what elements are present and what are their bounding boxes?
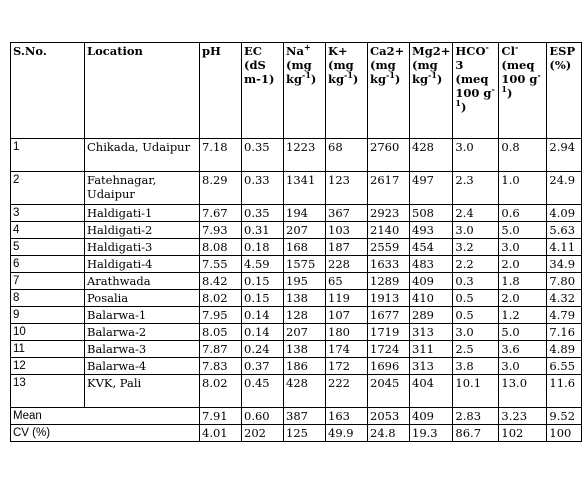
cell-mg: 289 — [410, 307, 453, 324]
cell-cl: 3.6 — [499, 341, 547, 358]
cell-na: 207 — [284, 222, 326, 239]
header-k: K+ (mg $kg^{-1}$) — [326, 43, 368, 139]
cell-ph: 7.93 — [200, 222, 242, 239]
cell-sno: 5 — [11, 239, 85, 256]
cell-ca: 1719 — [368, 324, 410, 341]
cell-ca: 2045 — [368, 375, 410, 408]
summary-ca: 2053 — [368, 408, 410, 425]
cell-esp: 4.11 — [547, 239, 582, 256]
summary-ec: 202 — [242, 425, 284, 442]
summary-mg: 409 — [410, 408, 453, 425]
cell-cl: 5.0 — [499, 324, 547, 341]
table-row — [11, 290, 582, 307]
cell-k: 222 — [326, 375, 368, 408]
cell-sno: 6 — [11, 256, 85, 273]
cell-location: KVK, Pali — [85, 375, 200, 408]
cell-hco: 0.3 — [453, 273, 499, 290]
header-cl: Cl- (meq 100 $g^{-1}$) — [499, 43, 547, 139]
summary-na: 125 — [284, 425, 326, 442]
cell-ec: 0.14 — [242, 307, 284, 324]
header-sno: S.No. — [11, 43, 85, 139]
cell-k: 174 — [326, 341, 368, 358]
table-row — [11, 375, 582, 408]
table-row — [11, 205, 582, 222]
summary-ph: 7.91 — [200, 408, 242, 425]
cell-location: Fatehnagar, Udaipur — [85, 172, 200, 205]
cell-location: Haldigati-1 — [85, 205, 200, 222]
header-ph: pH — [200, 43, 242, 139]
cell-hco: 0.5 — [453, 307, 499, 324]
cell-sno: 9 — [11, 307, 85, 324]
cell-ec: 0.24 — [242, 341, 284, 358]
table-row — [11, 358, 582, 375]
cell-na: 1575 — [284, 256, 326, 273]
cell-mg: 497 — [410, 172, 453, 205]
cell-ph: 7.83 — [200, 358, 242, 375]
cell-na: 194 — [284, 205, 326, 222]
header-location: Location — [85, 43, 200, 139]
cell-ca: 1633 — [368, 256, 410, 273]
cell-cl: 1.8 — [499, 273, 547, 290]
cell-mg: 493 — [410, 222, 453, 239]
cell-k: 103 — [326, 222, 368, 239]
cell-mg: 483 — [410, 256, 453, 273]
cell-ca: 1913 — [368, 290, 410, 307]
cell-cl: 1.2 — [499, 307, 547, 324]
cell-cl: 2.0 — [499, 290, 547, 307]
header-mg: Mg2+ (mg $kg^{-1}$) — [410, 43, 453, 139]
cell-hco: 10.1 — [453, 375, 499, 408]
cell-ca: 1677 — [368, 307, 410, 324]
summary-esp: 100 — [547, 425, 582, 442]
cell-sno: 1 — [11, 139, 85, 172]
cell-hco: 3.0 — [453, 139, 499, 172]
cell-ec: 0.18 — [242, 239, 284, 256]
header-esp: ESP (%) — [547, 43, 582, 139]
header-ec: EC (dS m-1) — [242, 43, 284, 139]
cell-ph: 7.18 — [200, 139, 242, 172]
cell-ec: 0.15 — [242, 273, 284, 290]
cell-cl: 2.0 — [499, 256, 547, 273]
cell-sno: 11 — [11, 341, 85, 358]
cell-esp: 34.9 — [547, 256, 582, 273]
cell-k: 180 — [326, 324, 368, 341]
table-row — [11, 256, 582, 273]
table-row — [11, 273, 582, 290]
cell-ec: 0.45 — [242, 375, 284, 408]
cell-sno: 3 — [11, 205, 85, 222]
cell-ph: 8.05 — [200, 324, 242, 341]
cell-na: 428 — [284, 375, 326, 408]
cell-cl: 5.0 — [499, 222, 547, 239]
cell-esp: 4.09 — [547, 205, 582, 222]
cell-ca: 2923 — [368, 205, 410, 222]
cell-location: Haldigati-2 — [85, 222, 200, 239]
header-row — [11, 43, 582, 139]
cell-ph: 7.67 — [200, 205, 242, 222]
cell-esp: 4.32 — [547, 290, 582, 307]
cell-ph: 8.29 — [200, 172, 242, 205]
cell-cl: 3.0 — [499, 239, 547, 256]
summary-k: 163 — [326, 408, 368, 425]
cell-ca: 2617 — [368, 172, 410, 205]
summary-row — [11, 425, 582, 442]
cell-ec: 0.35 — [242, 205, 284, 222]
summary-esp: 9.52 — [547, 408, 582, 425]
summary-na: 387 — [284, 408, 326, 425]
cell-hco: 2.2 — [453, 256, 499, 273]
header-na: Na+ (mg $kg^{-1}$) — [284, 43, 326, 139]
cell-mg: 311 — [410, 341, 453, 358]
cell-sno: 4 — [11, 222, 85, 239]
cell-mg: 409 — [410, 273, 453, 290]
cell-esp: 11.6 — [547, 375, 582, 408]
cell-ec: 4.59 — [242, 256, 284, 273]
cell-location: Balarwa-3 — [85, 341, 200, 358]
table-row — [11, 341, 582, 358]
cell-esp: 7.16 — [547, 324, 582, 341]
cell-ca: 1724 — [368, 341, 410, 358]
summary-label: Mean — [11, 408, 200, 425]
cell-ca: 2559 — [368, 239, 410, 256]
cell-mg: 410 — [410, 290, 453, 307]
cell-k: 228 — [326, 256, 368, 273]
header-hco3: HCO- 3 (meq 100 $g^{-1}$) — [453, 43, 499, 139]
cell-cl: 0.8 — [499, 139, 547, 172]
cell-ec: 0.33 — [242, 172, 284, 205]
cell-na: 186 — [284, 358, 326, 375]
summary-row — [11, 408, 582, 425]
cell-k: 68 — [326, 139, 368, 172]
cell-ca: 1289 — [368, 273, 410, 290]
cell-sno: 7 — [11, 273, 85, 290]
summary-cl: 102 — [499, 425, 547, 442]
cell-mg: 428 — [410, 139, 453, 172]
cell-cl: 1.0 — [499, 172, 547, 205]
cell-cl: 3.0 — [499, 358, 547, 375]
cell-ec: 0.14 — [242, 324, 284, 341]
header-ca: Ca2+ (mg $kg^{-1}$) — [368, 43, 410, 139]
summary-k: 49.9 — [326, 425, 368, 442]
cell-location: Posalia — [85, 290, 200, 307]
cell-ph: 8.02 — [200, 375, 242, 408]
cell-k: 65 — [326, 273, 368, 290]
cell-location: Haldigati-3 — [85, 239, 200, 256]
cell-esp: 6.55 — [547, 358, 582, 375]
cell-hco: 2.4 — [453, 205, 499, 222]
cell-sno: 8 — [11, 290, 85, 307]
cell-k: 367 — [326, 205, 368, 222]
cell-esp: 7.80 — [547, 273, 582, 290]
table-row — [11, 139, 582, 172]
cell-na: 138 — [284, 290, 326, 307]
cell-hco: 2.5 — [453, 341, 499, 358]
summary-ca: 24.8 — [368, 425, 410, 442]
cell-ph: 8.08 — [200, 239, 242, 256]
cell-ph: 8.42 — [200, 273, 242, 290]
table-row — [11, 172, 582, 205]
cell-mg: 313 — [410, 324, 453, 341]
cell-location: Haldigati-4 — [85, 256, 200, 273]
cell-sno: 2 — [11, 172, 85, 205]
cell-na: 195 — [284, 273, 326, 290]
cell-na: 128 — [284, 307, 326, 324]
cell-ec: 0.31 — [242, 222, 284, 239]
cell-esp: 4.89 — [547, 341, 582, 358]
summary-ec: 0.60 — [242, 408, 284, 425]
summary-ph: 4.01 — [200, 425, 242, 442]
cell-k: 107 — [326, 307, 368, 324]
cell-hco: 3.0 — [453, 222, 499, 239]
summary-mg: 19.3 — [410, 425, 453, 442]
cell-k: 187 — [326, 239, 368, 256]
cell-na: 168 — [284, 239, 326, 256]
cell-sno: 10 — [11, 324, 85, 341]
cell-hco: 0.5 — [453, 290, 499, 307]
summary-hco: 86.7 — [453, 425, 499, 442]
cell-ca: 2760 — [368, 139, 410, 172]
cell-mg: 454 — [410, 239, 453, 256]
summary-label: CV (%) — [11, 425, 200, 442]
cell-ec: 0.15 — [242, 290, 284, 307]
cell-ca: 2140 — [368, 222, 410, 239]
cell-na: 207 — [284, 324, 326, 341]
cell-location: Chikada, Udaipur — [85, 139, 200, 172]
cell-cl: 0.6 — [499, 205, 547, 222]
table-row — [11, 239, 582, 256]
cell-hco: 3.8 — [453, 358, 499, 375]
summary-hco: 2.83 — [453, 408, 499, 425]
cell-k: 119 — [326, 290, 368, 307]
cell-cl: 13.0 — [499, 375, 547, 408]
cell-na: 1341 — [284, 172, 326, 205]
summary-cl: 3.23 — [499, 408, 547, 425]
cell-k: 172 — [326, 358, 368, 375]
cell-location: Arathwada — [85, 273, 200, 290]
cell-ph: 7.87 — [200, 341, 242, 358]
cell-location: Balarwa-4 — [85, 358, 200, 375]
cell-k: 123 — [326, 172, 368, 205]
table-row — [11, 324, 582, 341]
cell-location: Balarwa-1 — [85, 307, 200, 324]
cell-sno: 13 — [11, 375, 85, 408]
cell-ph: 8.02 — [200, 290, 242, 307]
cell-ph: 7.95 — [200, 307, 242, 324]
cell-na: 1223 — [284, 139, 326, 172]
cell-esp: 2.94 — [547, 139, 582, 172]
cell-sno: 12 — [11, 358, 85, 375]
cell-hco: 2.3 — [453, 172, 499, 205]
cell-ec: 0.35 — [242, 139, 284, 172]
cell-ph: 7.55 — [200, 256, 242, 273]
cell-esp: 5.63 — [547, 222, 582, 239]
cell-mg: 404 — [410, 375, 453, 408]
table-row — [11, 307, 582, 324]
cell-hco: 3.2 — [453, 239, 499, 256]
table-row — [11, 222, 582, 239]
cell-na: 138 — [284, 341, 326, 358]
cell-ec: 0.37 — [242, 358, 284, 375]
cell-mg: 313 — [410, 358, 453, 375]
cell-esp: 24.9 — [547, 172, 582, 205]
cell-hco: 3.0 — [453, 324, 499, 341]
cell-ca: 1696 — [368, 358, 410, 375]
cell-location: Balarwa-2 — [85, 324, 200, 341]
cell-mg: 508 — [410, 205, 453, 222]
soil-properties-table — [10, 42, 582, 442]
cell-esp: 4.79 — [547, 307, 582, 324]
